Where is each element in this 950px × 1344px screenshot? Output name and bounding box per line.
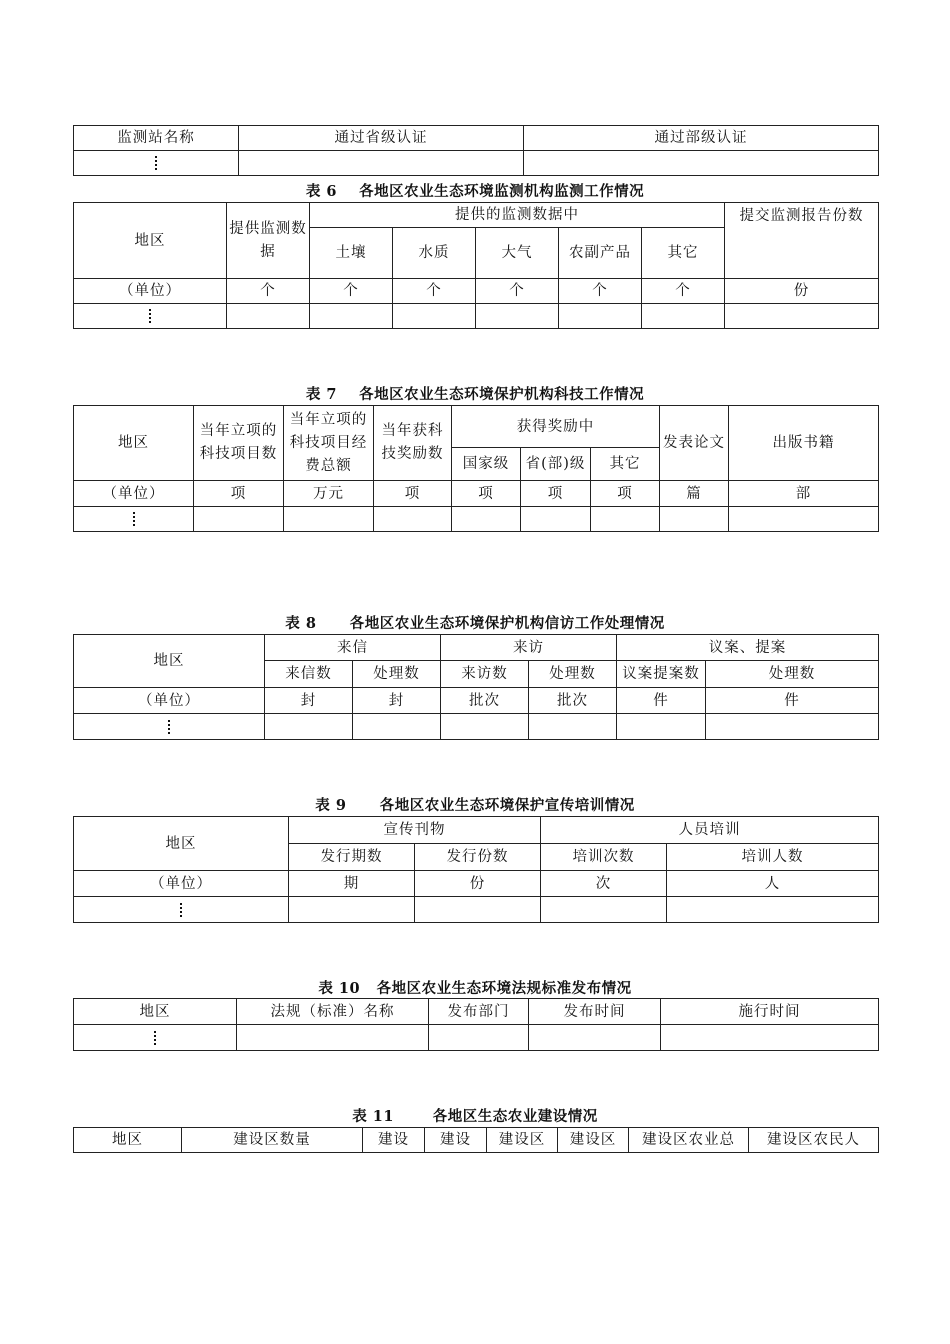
unit-cell: 份: [415, 871, 541, 897]
unit-cell: 个: [227, 279, 310, 304]
unit-label: （单位）: [74, 279, 227, 304]
header-visits-handled: 处理数: [529, 661, 617, 688]
header-water: 水质: [393, 228, 476, 279]
header-training: 人员培训: [541, 817, 879, 844]
ellipsis-row-marker: [74, 897, 289, 923]
header-projects: 当年立项的科技项目数: [194, 406, 284, 481]
unit-cell: 万元: [284, 481, 374, 507]
header-issue-date: 发布时间: [529, 999, 661, 1025]
header-zone-agri-total: 建设区农业总: [629, 1128, 749, 1153]
header-region: 地区: [74, 999, 237, 1025]
header-effective-date: 施行时间: [661, 999, 879, 1025]
header-zone-1: 建设区: [487, 1128, 558, 1153]
header-letters-count: 来信数: [265, 661, 353, 688]
unit-cell: 篇: [660, 481, 729, 507]
header-books: 出版书籍: [729, 406, 879, 481]
unit-cell: 次: [541, 871, 667, 897]
vertical-ellipsis-icon: [149, 309, 151, 323]
ellipsis-row-marker: [74, 304, 227, 329]
header-air: 大气: [476, 228, 559, 279]
table7-science-tech: [73, 405, 879, 532]
header-project-funding: 当年立项的科技项目经费总额: [284, 406, 374, 481]
ellipsis-row-marker: [74, 151, 239, 176]
unit-cell: 份: [725, 279, 879, 304]
unit-cell: 批次: [529, 688, 617, 714]
table8-petitions: [73, 634, 879, 740]
header-issuing-dept: 发布部门: [429, 999, 529, 1025]
unit-cell: 个: [642, 279, 725, 304]
header-region: 地区: [74, 817, 289, 871]
table6-caption: 表 6 各地区农业生态环境监测机构监测工作情况: [305, 183, 645, 200]
unit-cell: 人: [667, 871, 879, 897]
unit-cell: 项: [194, 481, 284, 507]
table11-eco-agriculture: [73, 1127, 879, 1153]
unit-cell: 件: [706, 688, 879, 714]
unit-label: （单位）: [74, 481, 194, 507]
header-region: 地区: [74, 406, 194, 481]
table6-monitoring: [73, 202, 879, 329]
table7-caption: 表 7 各地区农业生态环境保护机构科技工作情况: [305, 386, 645, 403]
ellipsis-row-marker: [74, 1025, 237, 1051]
table9-publicity-training: [73, 816, 879, 923]
header-zone-count: 建设区数量: [182, 1128, 363, 1153]
header-other: 其它: [591, 448, 660, 481]
unit-cell: 件: [617, 688, 706, 714]
header-region: 地区: [74, 203, 227, 279]
header-papers: 发表论文: [660, 406, 729, 481]
unit-cell: 项: [591, 481, 660, 507]
header-regulation-name: 法规（标准）名称: [237, 999, 429, 1025]
header-provincial-cert: 通过省级认证: [239, 126, 524, 151]
header-zone-farmer: 建设区农民人: [749, 1128, 879, 1153]
header-soil: 土壤: [310, 228, 393, 279]
unit-cell: 个: [310, 279, 393, 304]
header-visits-count: 来访数: [441, 661, 529, 688]
table-station-certification: [73, 125, 879, 176]
header-awards-group: 获得奖励中: [452, 406, 660, 448]
table11-caption: 表 11 各地区生态农业建设情况: [352, 1108, 598, 1125]
ellipsis-row-marker: [74, 714, 265, 740]
header-motions-count: 议案提案数: [617, 661, 706, 688]
header-motions-handled: 处理数: [706, 661, 879, 688]
unit-cell: 批次: [441, 688, 529, 714]
header-region: 地区: [74, 1128, 182, 1153]
table10-regulations: [73, 998, 879, 1051]
unit-cell: 个: [393, 279, 476, 304]
unit-label: （单位）: [74, 871, 289, 897]
ellipsis-row-marker: [74, 507, 194, 532]
header-letters-handled: 处理数: [353, 661, 441, 688]
header-build-1: 建设: [363, 1128, 425, 1153]
header-provide-data: 提供监测数据: [227, 203, 310, 279]
header-awards: 当年获科技奖励数: [374, 406, 452, 481]
header-publications: 宣传刊物: [289, 817, 541, 844]
vertical-ellipsis-icon: [180, 903, 182, 917]
header-provincial: 省(部)级: [521, 448, 591, 481]
vertical-ellipsis-icon: [155, 156, 157, 170]
vertical-ellipsis-icon: [154, 1031, 156, 1045]
header-issues: 发行期数: [289, 844, 415, 871]
header-trainees: 培训人数: [667, 844, 879, 871]
unit-cell: 封: [265, 688, 353, 714]
header-data-group: 提供的监测数据中: [310, 203, 725, 228]
header-agri-products: 农副产品: [559, 228, 642, 279]
unit-cell: 个: [476, 279, 559, 304]
header-sessions: 培训次数: [541, 844, 667, 871]
header-motions: 议案、提案: [617, 635, 879, 661]
unit-cell: 项: [374, 481, 452, 507]
header-station-name: 监测站名称: [74, 126, 239, 151]
vertical-ellipsis-icon: [168, 720, 170, 734]
unit-cell: 项: [521, 481, 591, 507]
header-national: 国家级: [452, 448, 521, 481]
table10-caption: 表 10 各地区农业生态环境法规标准发布情况: [318, 980, 632, 997]
unit-cell: 项: [452, 481, 521, 507]
table9-caption: 表 9 各地区农业生态环境保护宣传培训情况: [315, 797, 635, 814]
header-region: 地区: [74, 635, 265, 688]
header-letters: 来信: [265, 635, 441, 661]
header-ministerial-cert: 通过部级认证: [524, 126, 879, 151]
header-copies: 发行份数: [415, 844, 541, 871]
header-other: 其它: [642, 228, 725, 279]
header-report-count: 提交监测报告份数: [725, 203, 879, 279]
header-build-2: 建设: [425, 1128, 487, 1153]
unit-cell: 封: [353, 688, 441, 714]
header-zone-2: 建设区: [558, 1128, 629, 1153]
unit-cell: 期: [289, 871, 415, 897]
unit-cell: 个: [559, 279, 642, 304]
header-visits: 来访: [441, 635, 617, 661]
unit-cell: 部: [729, 481, 879, 507]
table8-caption: 表 8 各地区农业生态环境保护机构信访工作处理情况: [285, 615, 665, 632]
vertical-ellipsis-icon: [133, 512, 135, 526]
unit-label: （单位）: [74, 688, 265, 714]
